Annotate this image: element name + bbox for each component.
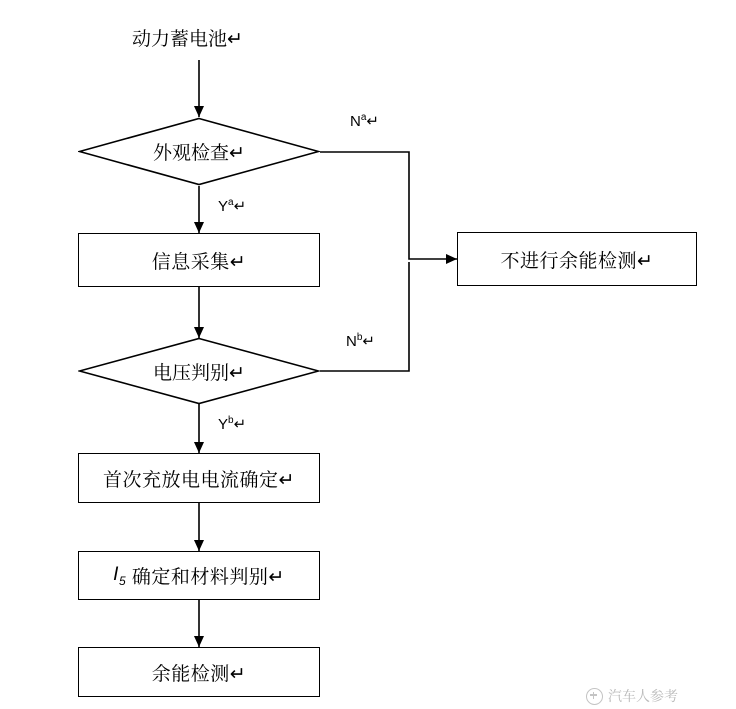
node-appearance-check-label: 外观检查↵ [153, 143, 245, 164]
node-first-current[interactable] [78, 453, 320, 503]
node-i5-material[interactable] [78, 551, 320, 600]
edge-label-y-b: $Y^b↵$ [218, 415, 247, 433]
edge-label-y-a: $Y^a↵$ [218, 197, 247, 215]
watermark-icon [586, 688, 603, 705]
node-no-residual-test[interactable] [457, 232, 697, 286]
node-residual-energy-test-label: 余能检测↵ [151, 663, 247, 685]
node-residual-energy-test[interactable] [78, 647, 320, 697]
watermark-label: 汽车人参考 [608, 688, 678, 704]
node-i5-material-label: 确定和材料判别↵ [131, 567, 285, 588]
node-no-residual-test-label: 不进行余能检测↵ [500, 250, 654, 272]
node-voltage-check[interactable] [78, 337, 320, 405]
edge-label-n-b: $N^b↵$ [346, 332, 375, 350]
watermark [586, 686, 678, 706]
node-appearance-check[interactable] [78, 117, 320, 186]
node-info-collection[interactable] [78, 233, 320, 287]
node-first-current-label: 首次充放电电流确定↵ [103, 469, 295, 491]
node-info-collection-label: 信息采集↵ [151, 251, 247, 273]
node-battery-label: 动力蓄电池↵ [132, 29, 243, 50]
node-i5-symbol: $I_5$ [113, 563, 127, 588]
node-voltage-check-label: 电压判别↵ [153, 362, 245, 384]
edge-label-n-a: $N^a↵$ [350, 112, 379, 130]
